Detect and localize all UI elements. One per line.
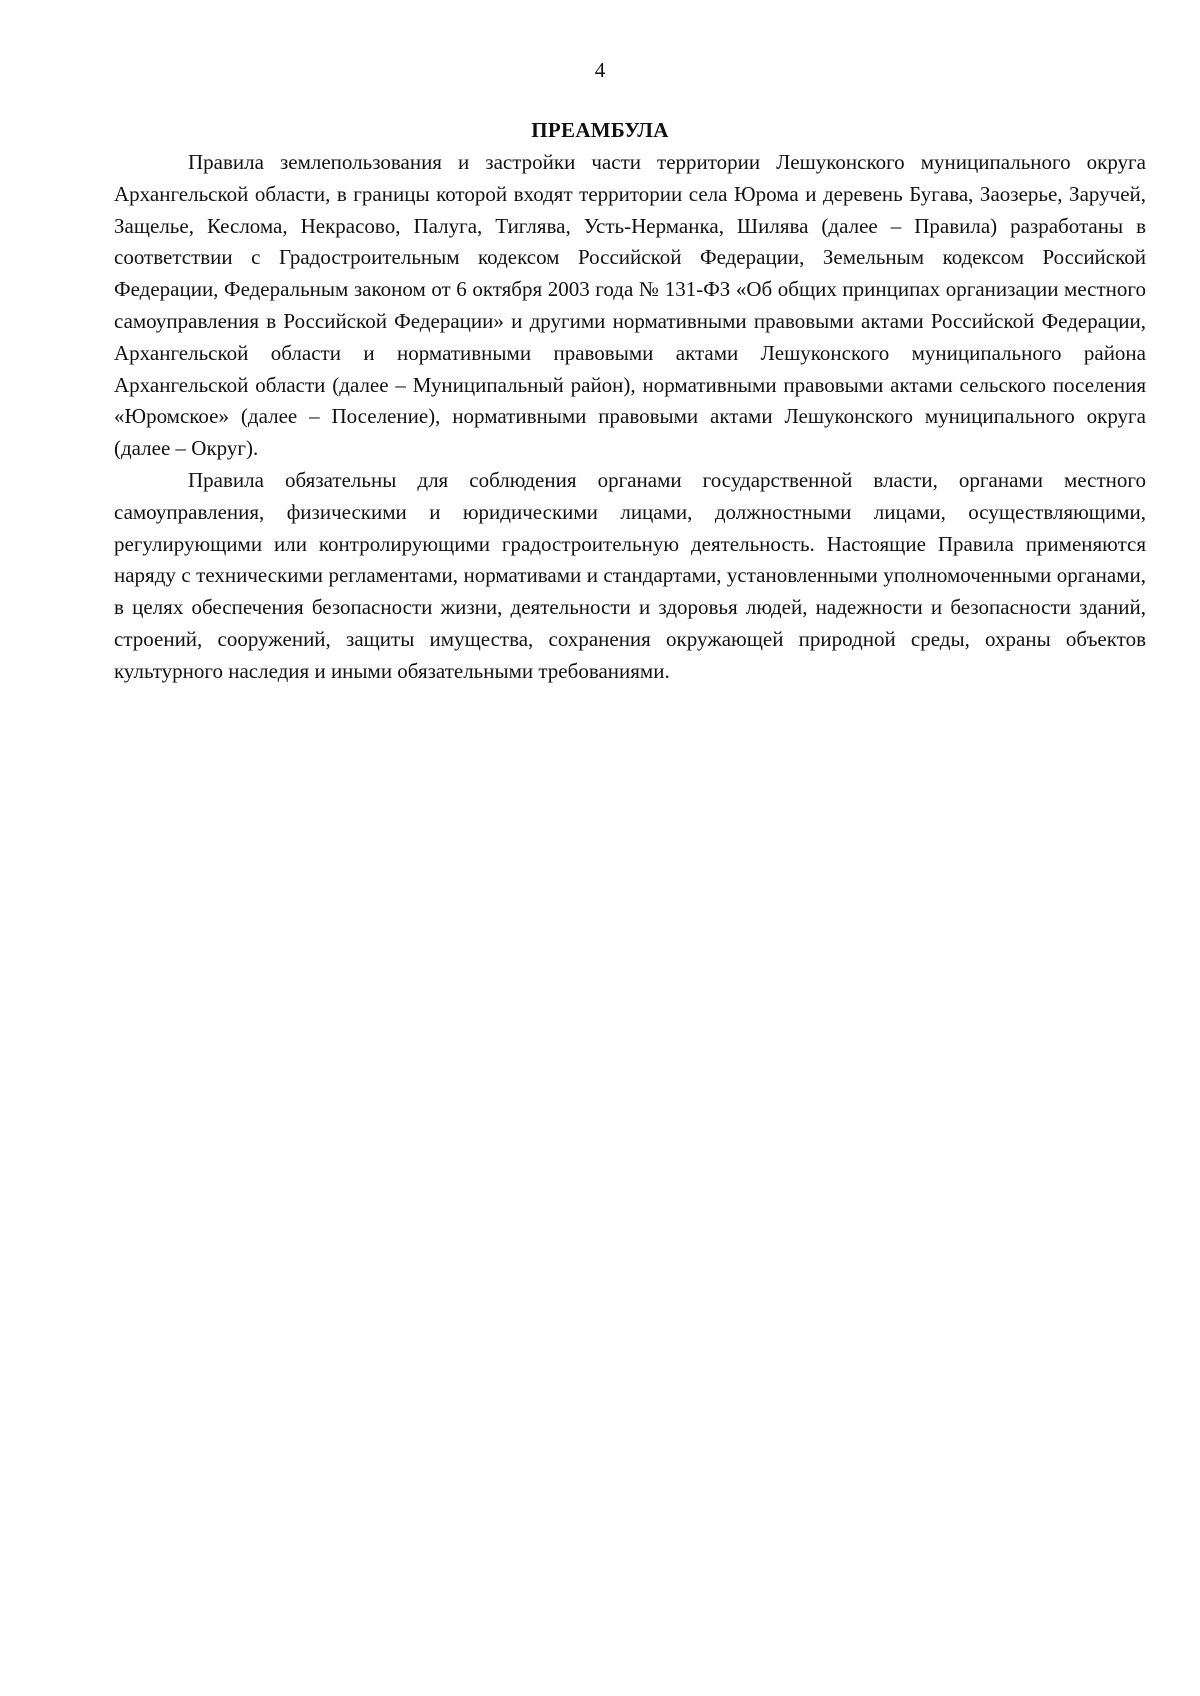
preamble-body [114, 147, 1146, 688]
page-number: 4 [594, 58, 606, 82]
paragraph-1: Правила землепользования и застройки части территории Лешуконского муниципального округа Архангельской области, в границы которой входят территории села Юрома и деревень Бугава, Заозерье, Заручей, Защелье, Кеслома, Некрасово, Палуга, Тиглява, Усть-Нерманка, Шилява (далее – Правила) разработаны в соответствии с Градостроительным кодексом Российской Федерации, Земельным кодексом Российской Федерации, Федеральным законом от 6 октября 2003 года № 131-ФЗ «Об общих принципах организации местного самоуправления в Российской Федерации» и другими нормативными правовыми актами Российской Федерации, Архангельской области и нормативными правовыми актами Лешуконского муниципального района Архангельской области (далее – Муниципальный район), нормативными правовыми актами сельского поселения «Юромское» (далее – Поселение), нормативными правовыми актами Лешуконского муниципального округа (далее – Округ). [114, 150, 1146, 461]
paragraph-2: Правила обязательны для соблюдения органами государственной власти, органами местного самоуправления, физическими и юридическими лицами, должностными лицами, осуществляющими, регулирующими или контролирующими градостроительную деятельность. Настоящие Правила применяются наряду с техническими регламентами, нормативами и стандартами, установленными уполномоченными органами, в целях обеспечения безопасности жизни, деятельности и здоровья людей, надежности и безопасности зданий, строений, сооружений, защиты имущества, сохранения окружающей природной среды, охраны объектов культурного наследия и иными обязательными требованиями. [114, 467, 1146, 683]
section-heading: ПРЕАМБУЛА [531, 118, 669, 142]
